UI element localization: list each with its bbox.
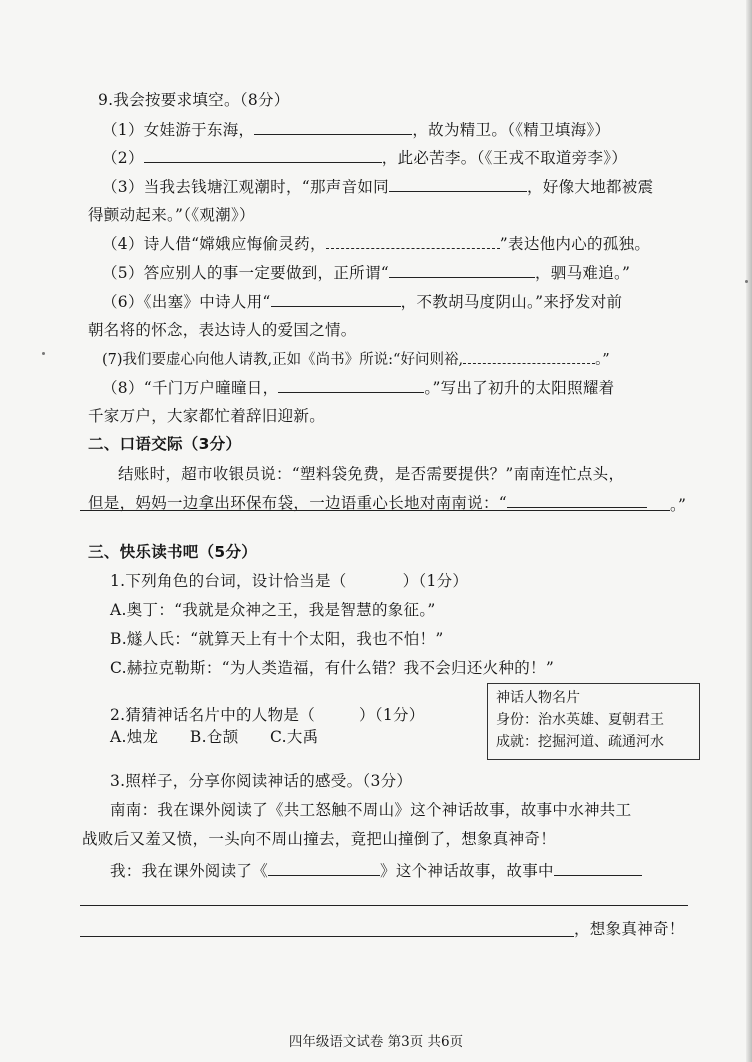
s3-q1-option-c: C.赫拉克勒斯：“为人类造福，有什么错？我不会归还火种的！” bbox=[110, 659, 555, 677]
q9-item-3-cont: 得颤动起来。”（《观潮》） bbox=[88, 206, 255, 224]
blank-s2-b[interactable] bbox=[80, 510, 670, 511]
card-title: 神话人物名片 bbox=[496, 690, 580, 706]
q9-item-3-text-b: ，好像大地都被震 bbox=[527, 178, 654, 196]
q9-item-4-text-a: （4）诗人借“嫦娥应悔偷灵药， bbox=[102, 235, 326, 253]
blank-8[interactable] bbox=[278, 377, 424, 393]
blank-2[interactable] bbox=[144, 147, 382, 163]
q9-item-7 bbox=[102, 348, 610, 371]
s3-my-line-1-text-b: 》这个神话故事，故事中 bbox=[380, 862, 554, 880]
s3-my-line-1 bbox=[110, 860, 642, 882]
blank-6[interactable] bbox=[271, 291, 401, 307]
q9-item-5-text-b: ，驷马难追。” bbox=[535, 264, 631, 282]
q9-item-3-text-a: （3）当我去钱塘江观潮时，“那声音如同 bbox=[102, 178, 389, 196]
q9-item-8 bbox=[102, 377, 614, 399]
q9-item-6-text-b: ，不教胡马度阴山。”来抒发对前 bbox=[400, 293, 623, 311]
blank-7[interactable] bbox=[463, 348, 595, 364]
q9-item-2-text-a: （2） bbox=[102, 149, 144, 167]
scan-edge bbox=[746, 0, 752, 1062]
myth-person-card bbox=[487, 683, 700, 760]
s3-q1-text-a: 1.下列角色的台词，设计恰当是（ bbox=[110, 572, 347, 590]
s3-q2-text-a: 2.猜猜神话名片中的人物是（ bbox=[110, 706, 315, 724]
card-identity: 身份：治水英雄、夏朝君王 bbox=[496, 712, 664, 728]
s3-q2-options: A.烛龙 B.仓颉 C.大禹 bbox=[110, 728, 319, 746]
blank-story-b[interactable] bbox=[80, 905, 688, 906]
q9-item-3 bbox=[102, 176, 653, 198]
q9-item-5-text-a: （5）答应别人的事一定要做到，正所谓“ bbox=[102, 264, 389, 282]
scan-speck bbox=[42, 352, 45, 355]
q9-item-6 bbox=[102, 291, 622, 313]
section-2-line-1: 结账时，超市收银员说：“塑料袋免费，是否需要提供？”南南连忙点头， bbox=[118, 465, 625, 483]
s3-my-line-end: ，想象真神奇！ bbox=[574, 920, 685, 938]
q9-title: 9.我会按要求填空。（8分） bbox=[98, 91, 290, 109]
q9-item-4-text-b: ”表达他内心的孤独。 bbox=[499, 235, 651, 253]
section-2-title: 二、口语交际（3分） bbox=[88, 435, 242, 453]
q9-item-7-text-b: 。” bbox=[595, 352, 610, 368]
card-achievement: 成就：挖掘河道、疏通河水 bbox=[496, 734, 664, 750]
q9-item-1-text-a: （1）女娃游于东海， bbox=[102, 121, 255, 139]
blank-1[interactable] bbox=[254, 119, 412, 135]
q9-item-7-text-a: (7)我们要虚心向他人请教,正如《尚书》所说:“好问则裕, bbox=[102, 352, 464, 368]
blank-4[interactable] bbox=[326, 233, 500, 249]
blank-book-title[interactable] bbox=[268, 860, 380, 876]
section-3-title: 三、快乐读书吧（5分） bbox=[88, 543, 258, 561]
s3-q3: 3.照样子，分享你阅读神话的感受。（3分） bbox=[110, 772, 413, 790]
s3-q1-option-a: A.奥丁：“我就是众神之王，我是智慧的象征。” bbox=[110, 601, 436, 619]
s3-q1-text-b: ）（1分） bbox=[402, 572, 469, 590]
q9-item-1 bbox=[102, 119, 610, 141]
s3-q1-option-b: B.燧人氏：“就算天上有十个太阳，我也不怕！” bbox=[110, 630, 444, 648]
q9-item-5 bbox=[102, 262, 630, 284]
blank-3[interactable] bbox=[389, 176, 527, 192]
scan-speck bbox=[745, 280, 748, 283]
blank-story-a[interactable] bbox=[554, 860, 642, 876]
page-footer: 四年级语文试卷 第3页 共6页 bbox=[288, 1034, 464, 1050]
q9-item-8-text-a: （8）“千门万户曈曈日， bbox=[102, 379, 279, 397]
q9-item-1-text-b: ，故为精卫。（《精卫填海》） bbox=[412, 121, 611, 139]
q9-item-2-text-b: ，此必苦李。（《王戎不取道旁李》） bbox=[381, 149, 628, 167]
s3-q2-text-b: ）（1分） bbox=[359, 706, 425, 724]
section-2-end: 。” bbox=[670, 496, 687, 514]
q9-item-8-text-b: 。”写出了初升的太阳照耀着 bbox=[424, 379, 615, 397]
s3-example-line-2: 战败后又羞又愤，一头向不周山撞去，竟把山撞倒了，想象真神奇！ bbox=[82, 830, 557, 848]
q9-item-6-cont: 朝名将的怀念，表达诗人的爱国之情。 bbox=[88, 321, 357, 339]
q9-item-6-text-a: （6）《出塞》中诗人用“ bbox=[102, 293, 271, 311]
blank-story-c[interactable] bbox=[80, 936, 574, 937]
section-2-line-2-text: 但是，妈妈一边拿出环保布袋，一边语重心长地对南南说：“ bbox=[88, 494, 508, 512]
s3-my-line-1-text-a: 我：我在课外阅读了《 bbox=[110, 862, 269, 880]
q9-item-2 bbox=[102, 147, 627, 169]
blank-s2-a[interactable] bbox=[507, 492, 647, 508]
s3-example-line-1: 南南：我在课外阅读了《共工怒触不周山》这个神话故事，故事中水神共工 bbox=[110, 801, 632, 819]
blank-5[interactable] bbox=[389, 262, 535, 278]
q9-item-4 bbox=[102, 233, 650, 255]
s3-q1 bbox=[110, 570, 468, 592]
s3-q2 bbox=[110, 704, 425, 726]
q9-item-8-cont: 千家万户，大家都忙着辞旧迎新。 bbox=[88, 407, 326, 425]
